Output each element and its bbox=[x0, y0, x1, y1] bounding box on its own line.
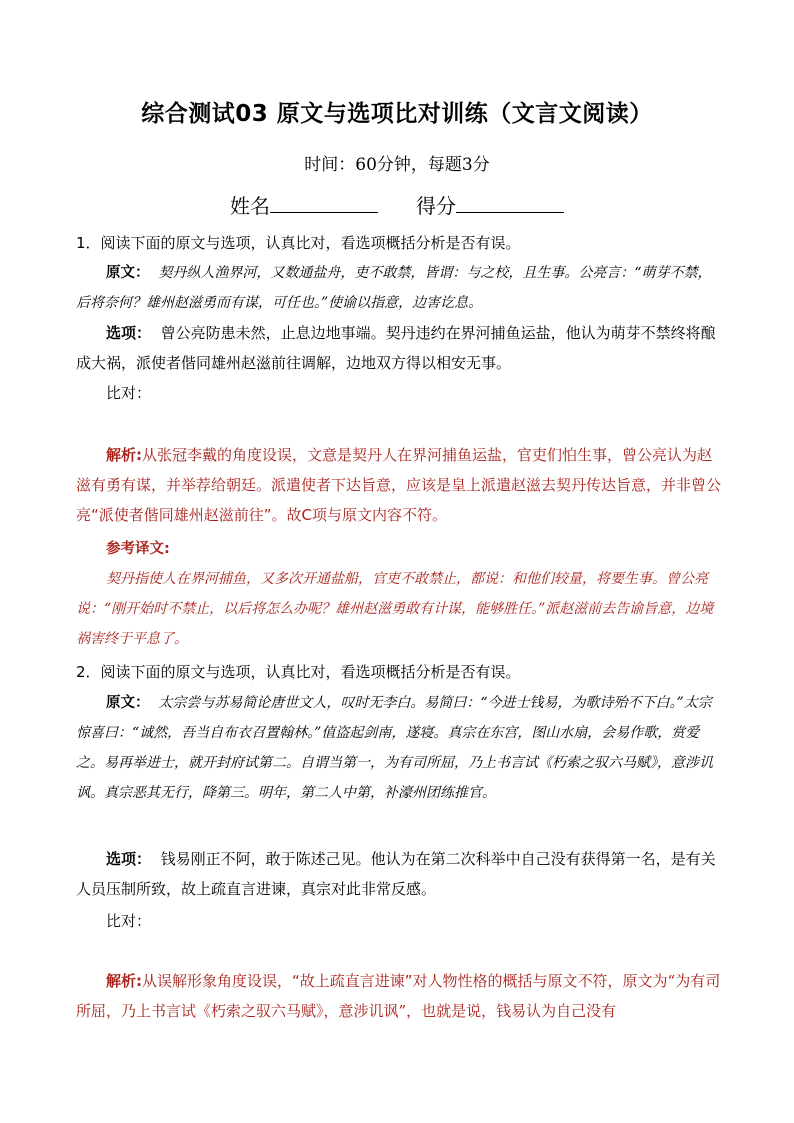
q2-analysis bbox=[76, 966, 722, 1026]
q1-translation: 契丹指使人在界河捕鱼，又多次开通盐船，官吏不敢禁止，都说：和他们较量，将要生事。曾公亮说：“刚开始时不禁止，以后将怎么办呢？雄州赵滋勇敢有计谋，能够胜任。”派赵滋前去告谕旨意，边境祸害终于平息了。 bbox=[76, 571, 714, 647]
q1-option-text: 曾公亮防患未然，止息边地事端。契丹违约在界河捕鱼运盐，他认为萌芽不禁终将酿成大祸，派使者偕同雄州赵滋前往调解，边地双方得以相安无事。 bbox=[76, 324, 716, 372]
q2-option bbox=[76, 844, 722, 904]
q2-analysis-quote: “为有司所屈，乃上书言试《朽索之驭六马赋》，意涉讥讽” bbox=[76, 972, 721, 1020]
q1-prompt: 1．阅读下面的原文与选项，认真比对，看选项概括分析是否有误。 bbox=[76, 234, 521, 252]
q1-compare-label: 比对： bbox=[106, 384, 152, 402]
score-label: 得分 bbox=[416, 194, 456, 218]
q2-prompt: 2．阅读下面的原文与选项，认真比对，看选项概括分析是否有误。 bbox=[76, 663, 521, 681]
q1-analysis-text: 从张冠李戴的角度设误，文意是契丹人在界河捕鱼运盐，官吏们怕生事，曾公亮认为赵滋有勇有谋，并举荐给朝廷。派遣使者下达旨意，应该是皇上派遣赵滋去契丹传达旨意，并非曾公亮“派使者偕同雄州赵滋前往”。故C项与原文内容不符。 bbox=[76, 446, 722, 524]
q2-original-text: 太宗尝与苏易简论唐世文人，叹时无李白。易简曰：“今进士钱易，为歌诗殆不下白。”太宗惊喜曰：“诚然，吾当自布衣召置翰林。”值盗起剑南，遂寝。真宗在东宫，图山水扇，会易作歌，赏爱之。易再举进士，就开封府试第二。自谓当第一，为有司所屈，乃上书言试《朽索之驭六马赋》，意涉讥讽。真宗恶其无行，降第三。明年，第二人中第，补濠州团练推官。 bbox=[76, 695, 713, 801]
q1-reference-label: 参考译文: bbox=[106, 541, 170, 557]
q1-analysis bbox=[76, 440, 722, 530]
q2-analysis-text-a: 从误解形象角度设误，“故上疏直言进谏”对人物性格的概括与原文不符，原文为 bbox=[142, 972, 668, 990]
q2-compare-label: 比对： bbox=[106, 912, 152, 930]
q1-reference-label-row bbox=[76, 533, 722, 564]
time-info: 时间：60分钟，每题3分 bbox=[304, 155, 490, 175]
q1-option bbox=[76, 318, 722, 378]
name-blank-field[interactable] bbox=[270, 194, 378, 213]
q1-original bbox=[76, 258, 722, 318]
q1-option-label: 选项： bbox=[106, 324, 152, 342]
q2-analysis-text-b: ，也就是说，钱易认为自己没有 bbox=[406, 1002, 617, 1020]
q1-analysis-label: 解析: bbox=[106, 446, 142, 464]
q2-option-text: 钱易刚正不阿，敢于陈述己见。他认为在第二次科举中自己没有获得第一名，是有关人员压制所致，故上疏直言进谏，真宗对此非常反感。 bbox=[76, 850, 716, 898]
q2-original bbox=[76, 688, 722, 808]
q2-analysis-label: 解析: bbox=[106, 972, 142, 990]
page-title: 综合测试03 原文与选项比对训练（文言文阅读） bbox=[141, 101, 653, 127]
name-score-row bbox=[0, 190, 794, 219]
q2-option-label: 选项： bbox=[106, 850, 152, 868]
score-blank-field[interactable] bbox=[456, 194, 564, 213]
q1-original-label: 原文： bbox=[106, 265, 150, 281]
q2-original-label: 原文： bbox=[106, 695, 150, 711]
name-label: 姓名 bbox=[230, 194, 270, 218]
q1-original-text: 契丹纵人渔界河，又数通盐舟，吏不敢禁，皆谓：与之校，且生事。公亮言：“萌芽不禁，后将奈何？雄州赵滋勇而有谋，可任也。”使谕以指意，边害讫息。 bbox=[76, 265, 712, 311]
